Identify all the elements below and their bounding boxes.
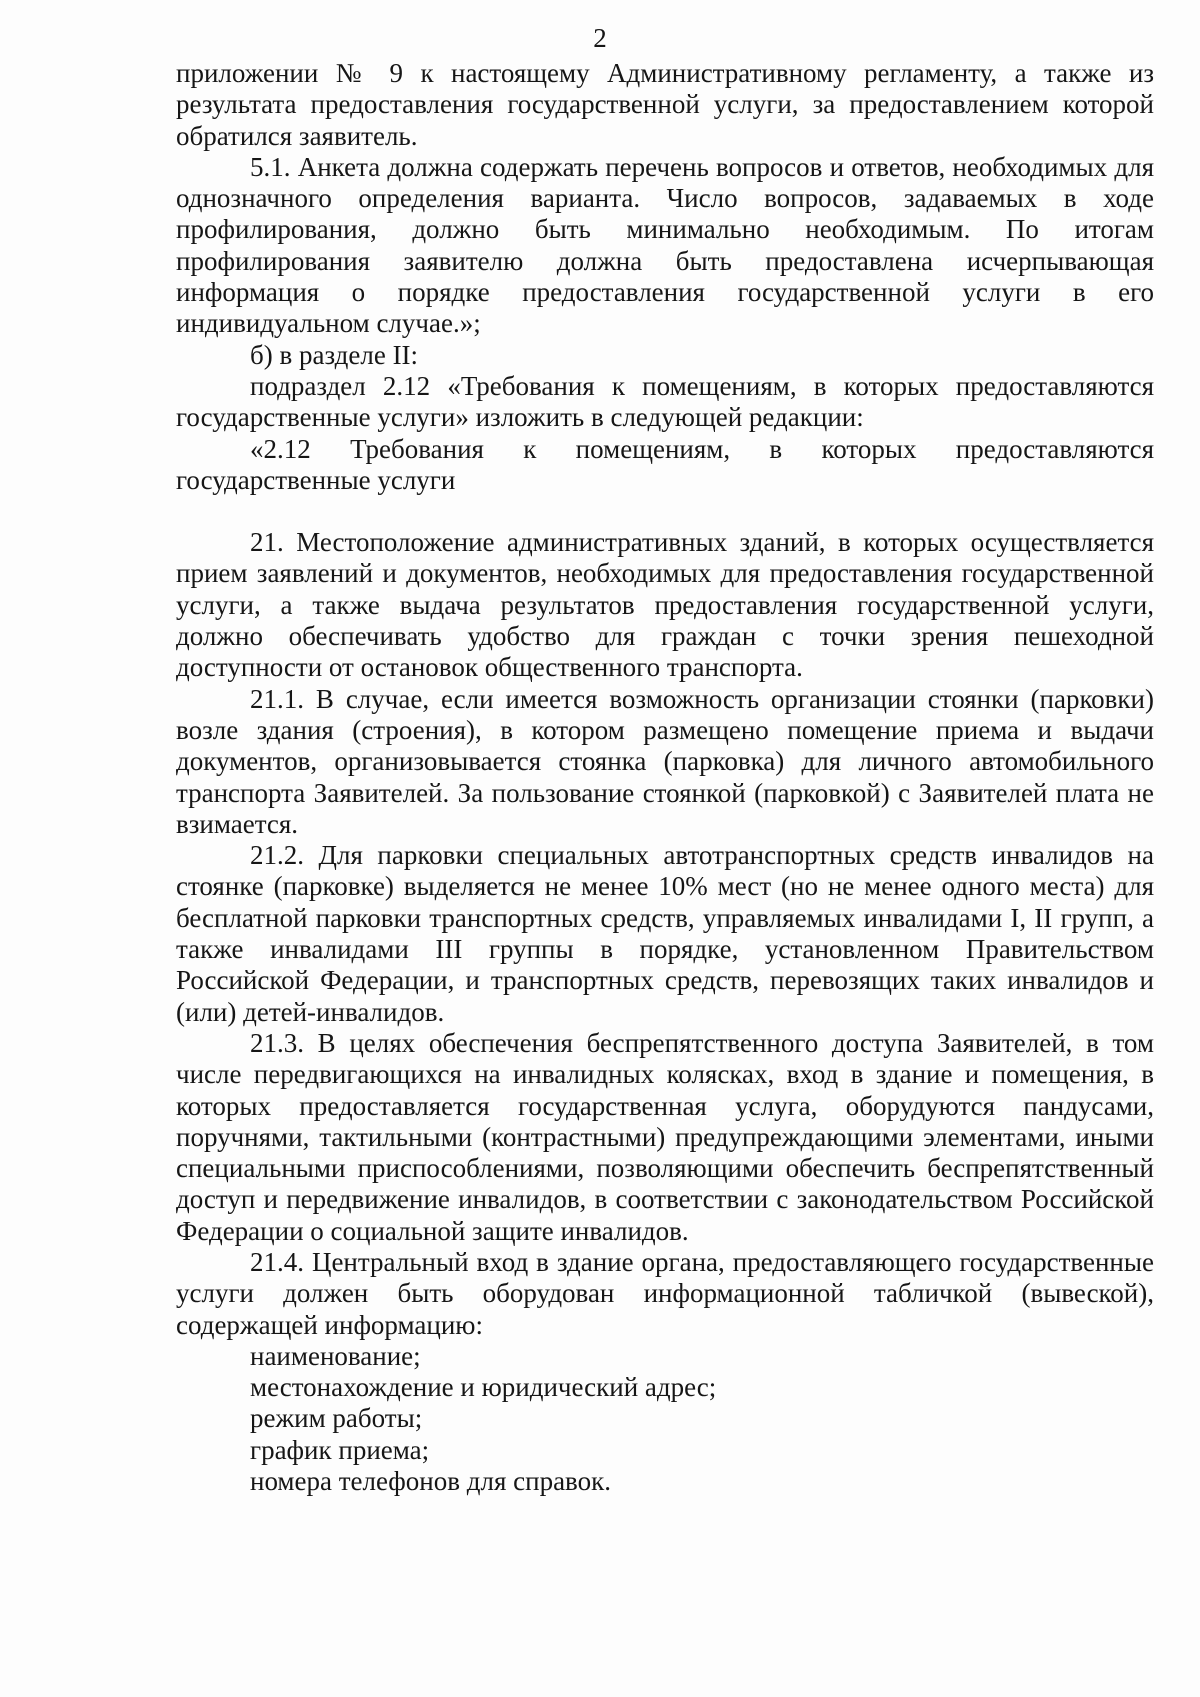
document-body: [176, 58, 1154, 1497]
paragraph-21-2: 21.2. Для парковки специальных автотранспортных средств инвалидов на стоянке (парковке) выделяется не менее 10% мест (но не менее одного места) для бесплатной парковки транспортных средств, управляемых инвалидами I, II групп, а также инвалидами III группы в порядке, установленном Правительством Российской Федерации, и транспортных средств, перевозящих таких инвалидов и (или) детей-инвалидов.: [176, 840, 1154, 1027]
paragraph-5-1: 5.1. Анкета должна содержать перечень вопросов и ответов, необходимых для однозначного определения варианта. Число вопросов, задаваемых в ходе профилирования, должно быть минимально необходимым. По итогам профилирования заявителю должна быть предоставлена исчерпывающая информация о порядке предоставления государственной услуги в его индивидуальном случае.»;: [176, 151, 1154, 339]
paragraph-21-1: 21.1. В случае, если имеется возможность организации стоянки (парковки) возле здания (строения), в котором размещено помещение приема и выдачи документов, организовывается стоянка (парковка) для личного автомобильного транспорта Заявителей. За пользование стоянкой (парковкой) с Заявителей плата не взимается.: [176, 683, 1154, 839]
paragraph-b-section-2: б) в разделе II:: [250, 339, 419, 370]
sign-info-list: [176, 1341, 1154, 1497]
paragraph-subsection-2-12: подраздел 2.12 «Требования к помещениям, в которых предоставляются государственные услуги» изложить в следующей редакции:: [176, 370, 1154, 433]
list-item: местонахождение и юридический адрес;: [250, 1372, 717, 1403]
paragraph-21: 21. Местоположение административных зданий, в которых осуществляется прием заявлений и документов, необходимых для предоставления государственной услуги, а также выдача результатов предоставления государственной услуги, должно обеспечивать удобство для граждан с точки зрения пешеходной доступности от остановок общественного транспорта.: [176, 527, 1154, 683]
paragraph-21-4: 21.4. Центральный вход в здание органа, предоставляющего государственные услуги должен быть оборудован информационной табличкой (вывеской), содержащей информацию:: [176, 1246, 1154, 1340]
page-number: 2: [593, 23, 607, 53]
paragraph-continuation: приложении № 9 к настоящему Административному регламенту, а также из результата предоставления государственной услуги, за предоставлением которой обратился заявитель.: [176, 58, 1154, 151]
paragraph-21-3: 21.3. В целях обеспечения беспрепятственного доступа Заявителей, в том числе передвигающихся на инвалидных колясках, вход в здание и помещения, в которых предоставляется государственная услуга, оборудуются пандусами, поручнями, тактильными (контрастными) предупреждающими элементами, иными специальными приспособлениями, позволяющими обеспечить беспрепятственный доступ и передвижение инвалидов, в соответствии с законодательством Российской Федерации о социальной защите инвалидов.: [176, 1027, 1154, 1246]
section-heading-2-12: «2.12 Требования к помещениям, в которых предоставляются государственные услуги: [176, 433, 1154, 495]
list-item: режим работы;: [250, 1403, 423, 1434]
list-item: наименование;: [250, 1340, 421, 1371]
list-item: номера телефонов для справок.: [250, 1466, 611, 1497]
list-item: график приема;: [250, 1434, 430, 1465]
